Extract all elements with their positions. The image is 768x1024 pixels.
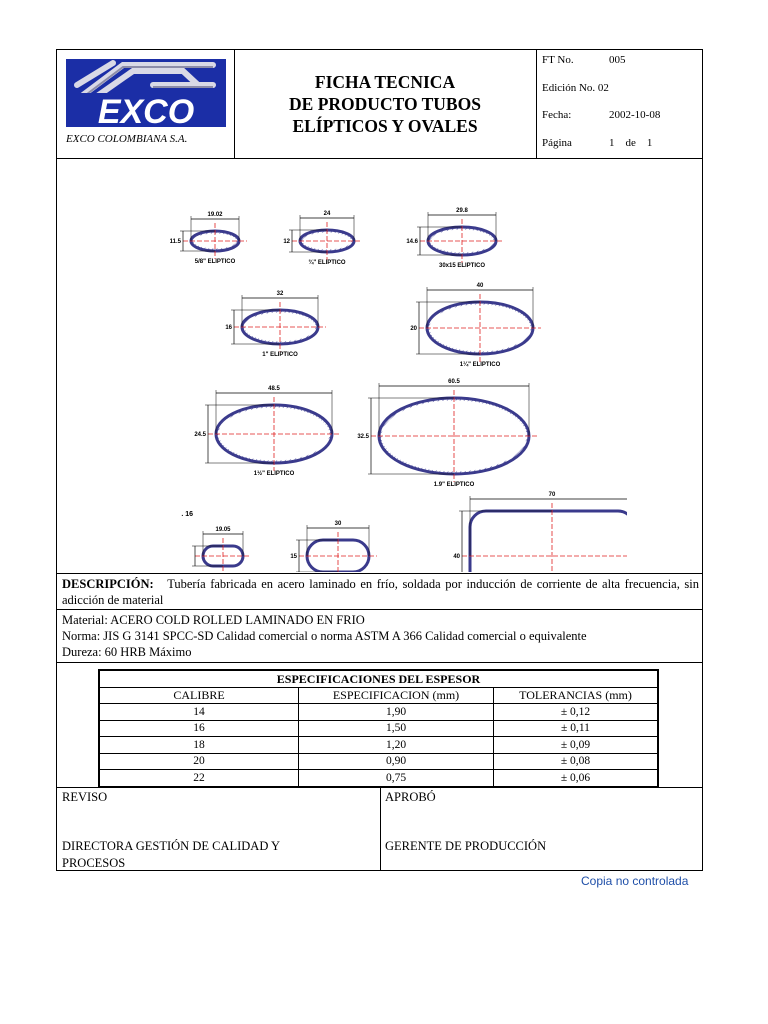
date-label: Fecha: xyxy=(542,109,572,121)
hardness-line: Dureza: 60 HRB Máximo xyxy=(62,645,192,659)
height-label: 11.5 xyxy=(169,239,181,245)
title-line-1: FICHA TECNICA xyxy=(314,72,456,92)
cell-spec: 1,90 xyxy=(299,704,494,721)
technical-sheet xyxy=(56,49,703,871)
width-label: 48.5 xyxy=(268,386,280,392)
cell-calibre: 20 xyxy=(99,753,299,770)
width-label: 19.05 xyxy=(215,527,231,533)
width-label: 70 xyxy=(548,492,556,498)
cell-calibre: 16 xyxy=(99,720,299,737)
uncontrolled-copy-note: Copia no controlada xyxy=(581,874,689,888)
width-label: 29.8 xyxy=(456,208,468,214)
cell-tolerance: ± 0,09 xyxy=(494,737,659,754)
height-label: 16 xyxy=(225,325,232,331)
divider xyxy=(536,50,537,158)
divider xyxy=(57,662,702,663)
divider xyxy=(380,787,381,871)
drawing-caption: 1.9" ELIPTICO xyxy=(433,482,475,488)
company-name: EXCO COLOMBIANA S.A. xyxy=(66,133,188,145)
tube-outline xyxy=(470,511,627,572)
norm-line: Norma: JIS G 3141 SPCC-SD Calidad comercial o norma ASTM A 366 Calidad comercial o equivalente xyxy=(62,629,587,643)
drawing-caption: 1" ELIPTICO xyxy=(262,352,298,358)
description xyxy=(62,576,699,608)
header-spec: ESPECIFICACION (mm) xyxy=(299,687,494,704)
material-line: Material: ACERO COLD ROLLED LAMINADO EN FRIO xyxy=(62,613,365,627)
width-label: 40 xyxy=(476,283,484,289)
description-text: Tubería fabricada en acero laminado en frío, soldada por inducción de corriente de alta frecuencia, sin adicción de material xyxy=(62,577,699,607)
table-title: ESPECIFICACIONES DEL ESPESOR xyxy=(99,670,658,687)
cell-spec: 1,20 xyxy=(299,737,494,754)
ft-number-label: FT No. xyxy=(542,54,574,66)
cell-tolerance: ± 0,12 xyxy=(494,704,659,721)
exco-logo xyxy=(63,55,229,131)
height-label: 12 xyxy=(283,239,290,245)
title-line-3: ELÍPTICOS Y OVALES xyxy=(292,116,478,136)
extra-label: . 16 xyxy=(181,511,193,518)
drawing-caption: 30x15 ELIPTICO xyxy=(438,263,486,269)
cell-tolerance: ± 0,06 xyxy=(494,770,659,787)
height-label: 40 xyxy=(453,554,460,560)
page-label: Página xyxy=(542,137,572,149)
drawing-caption: 1¼" ELIPTICO xyxy=(459,362,501,368)
document-title xyxy=(234,50,536,158)
height-label: 15 xyxy=(290,554,297,560)
approver-role: GERENTE DE PRODUCCIÓN xyxy=(385,839,547,853)
approved-label: APROBÓ xyxy=(385,790,436,804)
edition-label: Edición No. 02 xyxy=(542,82,609,94)
drawing-caption: 1½" ELIPTICO xyxy=(253,471,295,477)
ft-number-value: 005 xyxy=(609,54,626,66)
header-calibre: CALIBRE xyxy=(99,687,299,704)
company-logo-area xyxy=(57,50,234,158)
cell-tolerance: ± 0,11 xyxy=(494,720,659,737)
divider xyxy=(57,609,702,610)
table-row xyxy=(99,770,658,787)
date-value: 2002-10-08 xyxy=(609,109,661,121)
cell-calibre: 22 xyxy=(99,770,299,787)
description-label: DESCRIPCIÓN: xyxy=(62,577,154,591)
tube-drawings xyxy=(157,160,627,572)
cell-spec: 0,90 xyxy=(299,753,494,770)
width-label: 19.02 xyxy=(207,212,223,218)
width-label: 60.5 xyxy=(448,379,460,385)
width-label: 30 xyxy=(334,521,342,527)
table-row xyxy=(99,720,658,737)
cell-spec: 0,75 xyxy=(299,770,494,787)
reviewed-label: REVISO xyxy=(62,790,108,804)
drawing-caption: ¾" ELIPTICO xyxy=(308,260,346,266)
divider xyxy=(57,158,702,159)
table-row xyxy=(99,753,658,770)
height-label: 20 xyxy=(410,326,417,332)
thickness-spec-table xyxy=(98,669,659,788)
title-line-2: DE PRODUCTO TUBOS xyxy=(289,94,481,114)
svg-text:EXCO: EXCO xyxy=(97,93,195,131)
cell-spec: 1,50 xyxy=(299,720,494,737)
reviewer-role-line-2: PROCESOS xyxy=(62,856,126,870)
cell-tolerance: ± 0,08 xyxy=(494,753,659,770)
header-tolerance: TOLERANCIAS (mm) xyxy=(494,687,659,704)
cell-calibre: 14 xyxy=(99,704,299,721)
table-title-row xyxy=(99,670,658,687)
divider xyxy=(57,573,702,574)
cell-calibre: 18 xyxy=(99,737,299,754)
table-row xyxy=(99,737,658,754)
width-label: 32 xyxy=(276,291,284,297)
table-header-row xyxy=(99,687,658,704)
height-label: 14.6 xyxy=(406,239,418,245)
width-label: 24 xyxy=(323,211,331,217)
reviewer-role-line-1: DIRECTORA GESTIÓN DE CALIDAD Y xyxy=(62,839,281,853)
height-label: 32.5 xyxy=(357,434,369,440)
height-label: 24.5 xyxy=(194,432,206,438)
page-value: 1 de 1 xyxy=(609,137,653,149)
drawing-caption: 5/8" ELIPTICO xyxy=(194,259,236,265)
table-row xyxy=(99,704,658,721)
